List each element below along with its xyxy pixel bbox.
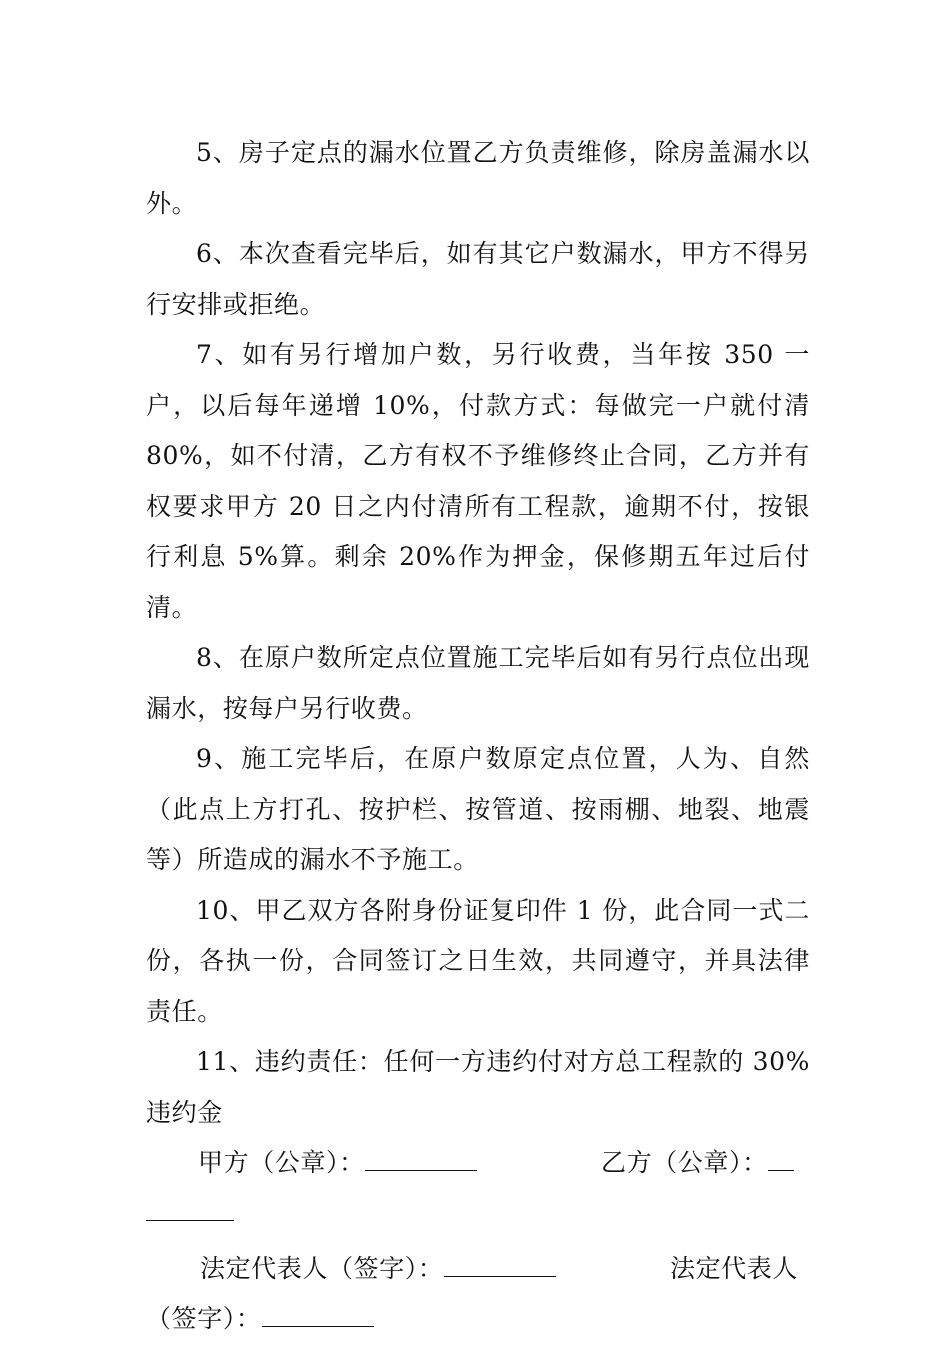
party-b-representative-label-1: 法定代表人 [670, 1254, 799, 1283]
document-page [146, 128, 810, 1345]
party-a-seal [198, 1138, 477, 1189]
party-b-seal-blank-part1 [768, 1152, 794, 1171]
party-a-representative-label: 法定代表人（签字）： [200, 1254, 444, 1283]
seal-signature-row [146, 1138, 810, 1238]
party-b-seal-blank-part2 [146, 1202, 234, 1221]
clause-7: 7、如有另行增加户数，另行收费，当年按 350 一户，以后每年递增 10%，付款方式：每做完一户就付清 80%，如不付清，乙方有权不予维修终止合同，乙方并有权要求甲方 20 日之内付清所有工程款，逾期不付，按银行利息 5%算。剩余 20%作为押金，保修期五年过后付清。 [146, 340, 810, 622]
clause-8: 8、在原户数所定点位置施工完毕后如有另行点位出现漏水，按每户另行收费。 [146, 643, 810, 723]
representative-signature-row [146, 1244, 810, 1345]
party-b-representative [670, 1244, 798, 1295]
party-a-seal-blank [365, 1152, 477, 1171]
clause-11: 11、违约责任：任何一方违约付对方总工程款的 30%违约金 [146, 1047, 810, 1127]
party-b-representative-label-2: （签字）： [146, 1304, 262, 1333]
party-a-seal-label: 甲方（公章）： [198, 1148, 365, 1177]
party-b-seal-continued [146, 1188, 234, 1239]
clause-5: 5、房子定点的漏水位置乙方负责维修，除房盖漏水以外。 [146, 138, 810, 218]
party-b-seal-label: 乙方（公章）： [601, 1148, 768, 1177]
clause-10: 10、甲乙双方各附身份证复印件 1 份，此合同一式二份，各执一份，合同签订之日生效，共同遵守，并具法律责任。 [146, 895, 810, 1026]
clause-9: 9、施工完毕后，在原户数原定点位置，人为、自然（此点上方打孔、按护栏、按管道、按雨棚、地裂、地震等）所造成的漏水不予施工。 [146, 744, 810, 874]
party-b-representative-continued [146, 1294, 374, 1345]
party-b-seal [601, 1138, 794, 1189]
party-b-representative-blank [262, 1308, 374, 1327]
clause-6: 6、本次查看完毕后，如有其它户数漏水，甲方不得另行安排或拒绝。 [146, 239, 810, 319]
party-a-representative [200, 1244, 556, 1295]
party-a-representative-blank [444, 1258, 556, 1277]
